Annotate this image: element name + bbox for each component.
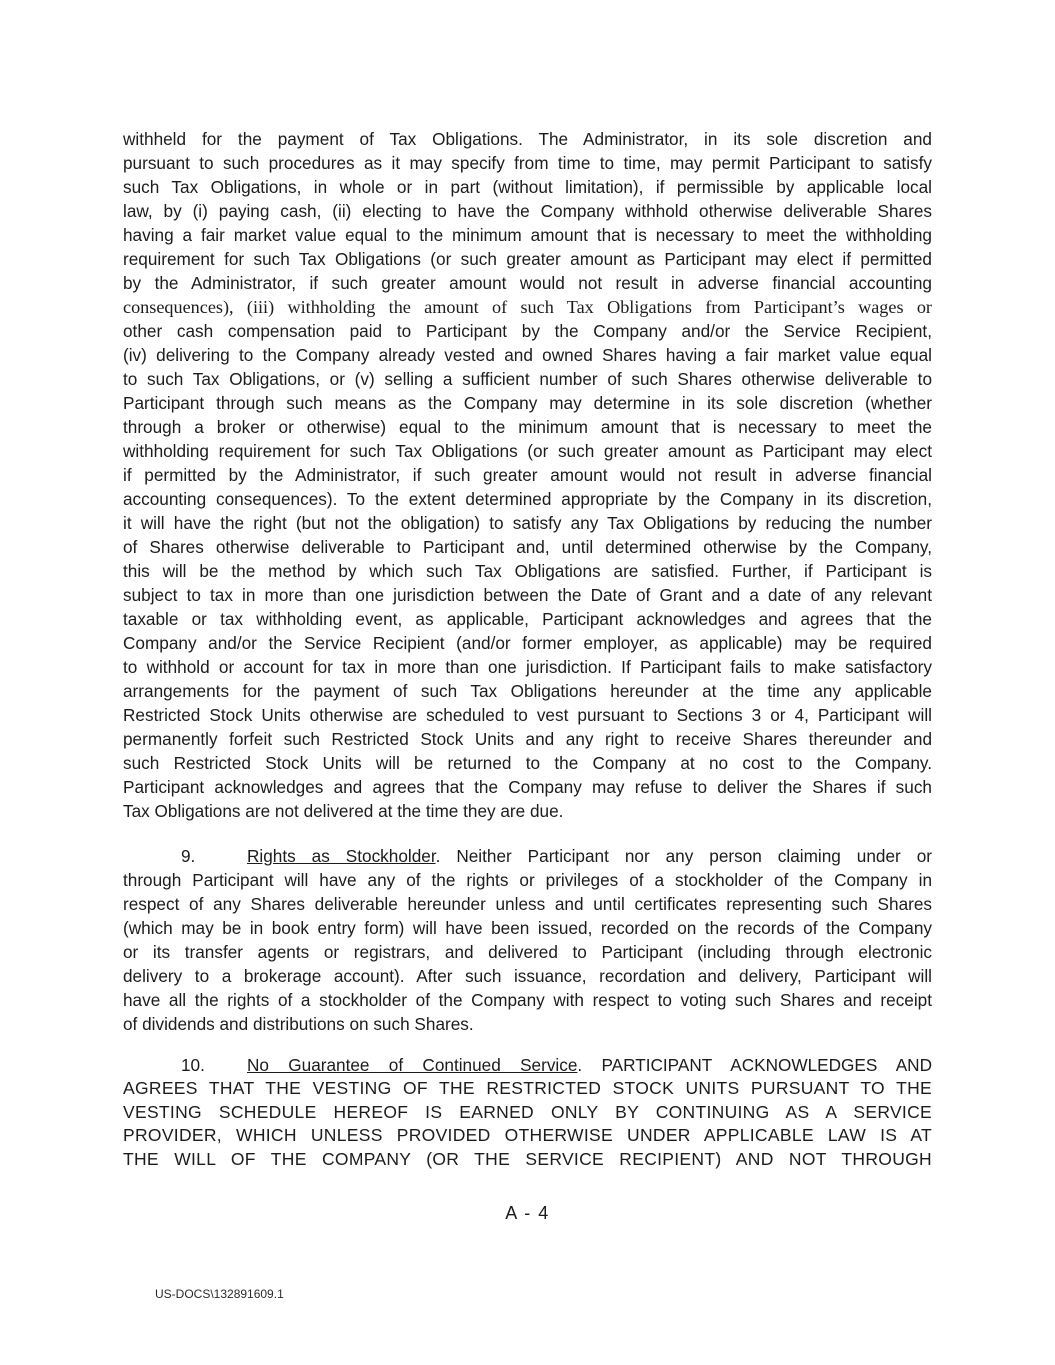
text-line-serif: consequences), (iii) withholding the amount of such Tax Obligations from Participant’s wages or xyxy=(123,297,932,317)
text-line: through Participant will have any of the rights or privileges of a stockholder of the Company in xyxy=(123,870,932,890)
text-line: (iv) delivering to the Company already vested and owned Shares having a fair market value equal xyxy=(123,345,932,365)
text-line: pursuant to such procedures as it may specify from time to time, may permit Participant to satisfy xyxy=(123,153,932,173)
text-line: have all the rights of a stockholder of the Company with respect to voting such Shares and receipt xyxy=(123,990,932,1010)
text-line: having a fair market value equal to the minimum amount that is necessary to meet the withholding xyxy=(123,225,932,245)
section-heading: No Guarantee of Continued Service xyxy=(247,1055,578,1075)
text-line: arrangements for the payment of such Tax Obligations hereunder at the time any applicable xyxy=(123,681,932,701)
text-line-caps: AGREES THAT THE VESTING OF THE RESTRICTED STOCK UNITS PURSUANT TO THE xyxy=(123,1078,932,1098)
text-line: Participant acknowledges and agrees that the Company may refuse to deliver the Shares if such xyxy=(123,777,932,797)
text-line-caps: VESTING SCHEDULE HEREOF IS EARNED ONLY BY CONTINUING AS A SERVICE xyxy=(123,1101,932,1122)
section-number: 10. xyxy=(181,1055,205,1075)
text-line: Company and/or the Service Recipient (and/or former employer, as applicable) may be required xyxy=(123,633,932,653)
text-line: subject to tax in more than one jurisdiction between the Date of Grant and a date of any relevant xyxy=(123,585,932,605)
text-line-caps: PROVIDER, WHICH UNLESS PROVIDED OTHERWISE UNDER APPLICABLE LAW IS AT xyxy=(123,1125,932,1145)
text-line: respect of any Shares deliverable hereunder unless and until certificates representing such Shares xyxy=(123,894,932,914)
page-number: A - 4 xyxy=(505,1203,550,1223)
text-line: to such Tax Obligations, or (v) selling a sufficient number of such Shares otherwise deliverable to xyxy=(123,369,932,389)
heading-line-rest: . Neither Participant nor any person claiming under or xyxy=(435,846,932,866)
text-line: this will be the method by which such Tax Obligations are satisfied. Further, if Participant is xyxy=(123,561,932,581)
text-line: (which may be in book entry form) will have been issued, recorded on the records of the Company xyxy=(123,918,932,938)
text-line: accounting consequences). To the extent determined appropriate by the Company in its discretion, xyxy=(123,489,932,509)
text-line: such Tax Obligations, in whole or in part (without limitation), if permissible by applicable local xyxy=(123,177,932,197)
text-line: withheld for the payment of Tax Obligations. The Administrator, in its sole discretion and xyxy=(123,129,932,149)
text-line: if permitted by the Administrator, if such greater amount would not result in adverse financial xyxy=(123,465,932,485)
section-number: 9. xyxy=(181,846,196,866)
section-heading-line xyxy=(123,1053,932,1077)
text-line: through a broker or otherwise) equal to the minimum amount that is necessary to meet the xyxy=(123,417,932,437)
section-heading: Rights as Stockholder xyxy=(247,846,436,866)
text-line: such Restricted Stock Units will be returned to the Company at no cost to the Company. xyxy=(123,753,932,773)
text-line: permanently forfeit such Restricted Stock Units and any right to receive Shares thereunder and xyxy=(123,729,932,749)
text-line: withholding requirement for such Tax Obligations (or such greater amount as Participant may elect xyxy=(123,441,932,461)
text-line: to withhold or account for tax in more than one jurisdiction. If Participant fails to make satisfactory xyxy=(123,657,932,677)
text-line: Restricted Stock Units otherwise are scheduled to vest pursuant to Sections 3 or 4, Participant will xyxy=(123,705,932,725)
text-line: other cash compensation paid to Participant by the Company and/or the Service Recipient, xyxy=(123,321,932,341)
text-line: Participant through such means as the Company may determine in its sole discretion (whether xyxy=(123,393,932,413)
text-line: taxable or tax withholding event, as applicable, Participant acknowledges and agrees that the xyxy=(123,609,932,629)
text-line: of dividends and distributions on such Shares. xyxy=(123,1014,474,1034)
text-line-caps: THE WILL OF THE COMPANY (OR THE SERVICE RECIPIENT) AND NOT THROUGH xyxy=(123,1148,932,1169)
text-line: it will have the right (but not the obligation) to satisfy any Tax Obligations by reducing the number xyxy=(123,513,932,533)
text-line: Tax Obligations are not delivered at the time they are due. xyxy=(123,801,564,821)
text-line: requirement for such Tax Obligations (or such greater amount as Participant may elect if permitted xyxy=(123,249,932,269)
text-line: delivery to a brokerage account). After such issuance, recordation and delivery, Participant will xyxy=(123,966,932,986)
text-line: of Shares otherwise deliverable to Participant and, until determined otherwise by the Company, xyxy=(123,537,932,557)
text-line: by the Administrator, if such greater amount would not result in adverse financial accounting xyxy=(123,273,932,293)
text-line: law, by (i) paying cash, (ii) electing to have the Company withhold otherwise deliverable Shares xyxy=(123,201,932,221)
page-body xyxy=(123,127,932,1171)
heading-line-rest: . PARTICIPANT ACKNOWLEDGES AND xyxy=(577,1055,932,1075)
text-line: or its transfer agents or registrars, and delivered to Participant (including through electronic xyxy=(123,942,932,962)
section-9-rights-as-stockholder xyxy=(123,844,932,1036)
section-heading-line xyxy=(123,844,932,868)
document-id-stamp: US-DOCS\132891609.1 xyxy=(155,1287,284,1301)
paragraph-tax-obligations-continuation xyxy=(123,127,932,823)
section-10-no-guarantee-of-continued-service xyxy=(123,1053,932,1171)
